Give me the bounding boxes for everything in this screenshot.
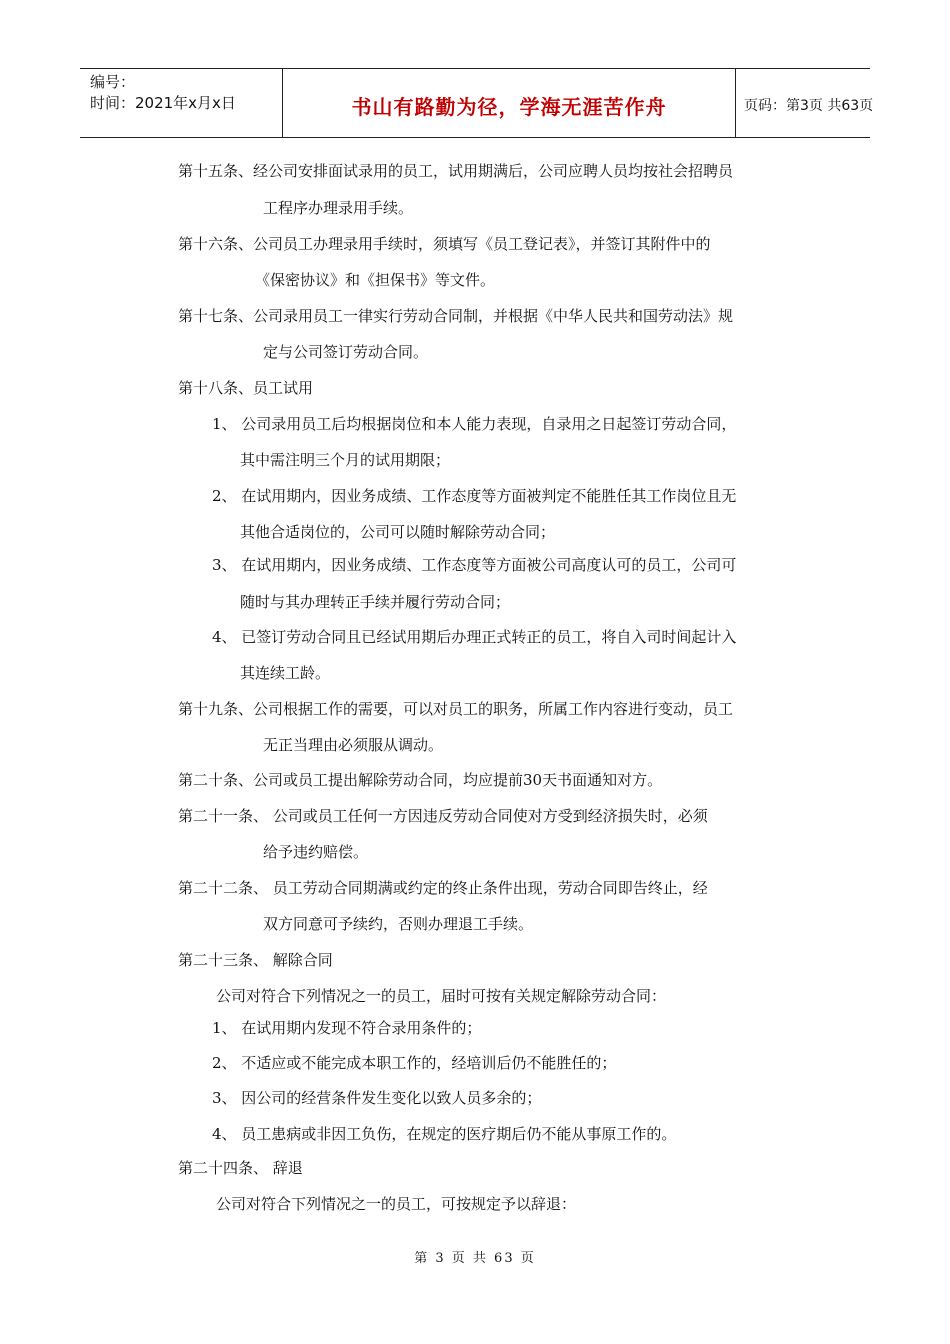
article-22-line-2: 双方同意可予续约，否则办理退工手续。 (263, 915, 534, 933)
article-23-item-2: 2、 不适应或不能完成本职工作的，经培训后仍不能胜任的； (212, 1054, 617, 1072)
document-time-label: 时间：2021年x月x日 (90, 94, 236, 112)
header-page-number: 页码：第3页 共63页 (744, 98, 874, 114)
article-18-item-2-line-2: 其他合适岗位的，公司可以随时解除劳动合同； (240, 523, 556, 541)
article-15-line-2: 工程序办理录用手续。 (263, 199, 414, 217)
article-18-item-4-line-1: 4、 已签订劳动合同且已经试用期后办理正式转正的员工，将自入司时间起计入 (212, 628, 737, 646)
article-18-item-1-line-1: 1、 公司录用员工后均根据岗位和本人能力表现，自录用之日起签订劳动合同， (212, 415, 737, 433)
article-16-line-2: 《保密协议》和《担保书》等文件。 (255, 271, 496, 289)
page-footer: 第 3 页 共 63 页 (414, 1251, 536, 1266)
article-23-heading: 第二十三条、 解除合同 (178, 951, 333, 969)
article-18-heading: 第十八条、员工试用 (178, 379, 314, 397)
article-18-item-4-line-2: 其连续工龄。 (240, 664, 331, 682)
article-18-item-2-line-1: 2、 在试用期内，因业务成绩、工作态度等方面被判定不能胜任其工作岗位且无 (212, 487, 737, 505)
article-18-item-3-line-2: 随时与其办理转正手续并履行劳动合同； (240, 593, 511, 611)
header-motto: 书山有路勤为径，学海无涯苦作舟 (351, 95, 667, 119)
article-19-line-2: 无正当理由必须服从调动。 (263, 736, 444, 754)
header-left-cell (80, 69, 283, 137)
page-header (80, 68, 874, 138)
article-19-line-1: 第十九条、公司根据工作的需要，可以对员工的职务，所属工作内容进行变动，员工 (178, 700, 734, 718)
article-16-line-1: 第十六条、公司员工办理录用手续时，须填写《员工登记表》，并签订其附件中的 (178, 235, 711, 253)
article-24-intro: 公司对符合下列情况之一的员工，可按规定予以辞退： (216, 1195, 577, 1213)
article-20-line-1: 第二十条、公司或员工提出解除劳动合同，均应提前30天书面通知对方。 (178, 771, 663, 789)
article-15-line-1: 第十五条、经公司安排面试录用的员工，试用期满后，公司应聘人员均按社会招聘员 (178, 162, 734, 180)
article-23-item-4: 4、 员工患病或非因工负伤，在规定的医疗期后仍不能从事原工作的。 (212, 1125, 677, 1143)
article-24-heading: 第二十四条、 辞退 (178, 1159, 303, 1177)
header-middle-cell (283, 69, 736, 137)
article-23-item-3: 3、 因公司的经营条件发生变化以致人员多余的； (212, 1089, 542, 1107)
header-right-cell (736, 69, 874, 137)
article-17-line-1: 第十七条、公司录用员工一律实行劳动合同制，并根据《中华人民共和国劳动法》规 (178, 307, 734, 325)
document-code-label: 编号： (90, 73, 136, 91)
article-17-line-2: 定与公司签订劳动合同。 (263, 343, 429, 361)
article-22-line-1: 第二十二条、 员工劳动合同期满或约定的终止条件出现，劳动合同即告终止，经 (178, 879, 708, 897)
article-21-line-1: 第二十一条、 公司或员工任何一方因违反劳动合同使对方受到经济损失时，必须 (178, 807, 708, 825)
article-21-line-2: 给予违约赔偿。 (263, 843, 369, 861)
article-18-item-1-line-2: 其中需注明三个月的试用期限； (240, 451, 451, 469)
article-18-item-3-line-1: 3、 在试用期内，因业务成绩、工作态度等方面被公司高度认可的员工，公司可 (212, 556, 737, 574)
article-23-intro: 公司对符合下列情况之一的员工，届时可按有关规定解除劳动合同： (216, 987, 667, 1005)
article-23-item-1: 1、 在试用期内发现不符合录用条件的； (212, 1019, 482, 1037)
